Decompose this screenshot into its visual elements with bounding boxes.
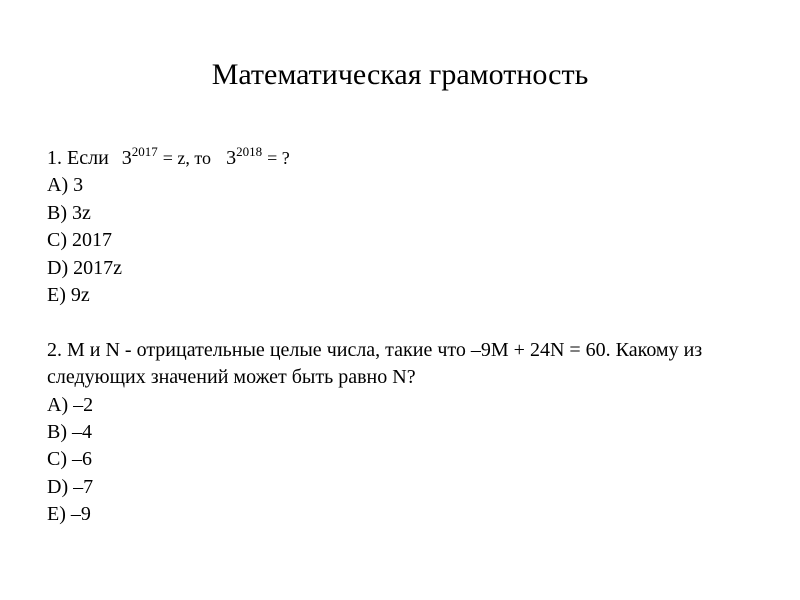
question-1-option-c: C) 2017 <box>47 229 112 252</box>
question-2-option-d: D) –7 <box>47 475 94 498</box>
slide-title: Математическая грамотность <box>211 58 589 91</box>
question-1-option-e: E) 9z <box>47 284 90 307</box>
expression-1-base: 3 <box>121 147 132 169</box>
question-2-option-c: C) –6 <box>47 448 92 471</box>
question-1-option-a: A) 3 <box>47 174 84 197</box>
question-2-stem-line-2: следующих значений может быть равно N? <box>47 366 416 389</box>
expression-2-exponent: 2018 <box>236 144 263 159</box>
question-spacer <box>47 309 777 336</box>
question-2-option-e: E) –9 <box>47 503 91 526</box>
expression-2-rest: = ? <box>267 148 290 168</box>
question-2-option-a: A) –2 <box>47 393 94 416</box>
question-1-stem <box>47 145 777 172</box>
question-2-stem-line-1: 2. M и N - отрицательные целые числа, такие что –9M + 24N = 60. Какому из <box>47 338 703 361</box>
expression-2 <box>226 145 290 172</box>
question-1-prefix: 1. Если <box>47 147 109 169</box>
expression-1 <box>122 145 186 172</box>
expression-1-exponent: 2017 <box>131 144 158 159</box>
expression-2-base: 3 <box>226 147 237 169</box>
question-2-option-b: B) –4 <box>47 421 92 444</box>
question-1-option-d: D) 2017z <box>47 256 122 279</box>
question-1-option-b: B) 3z <box>47 201 91 224</box>
question-1-middle: , то <box>185 148 212 168</box>
expression-1-rest: = z <box>162 148 186 168</box>
slide-content <box>47 145 777 529</box>
